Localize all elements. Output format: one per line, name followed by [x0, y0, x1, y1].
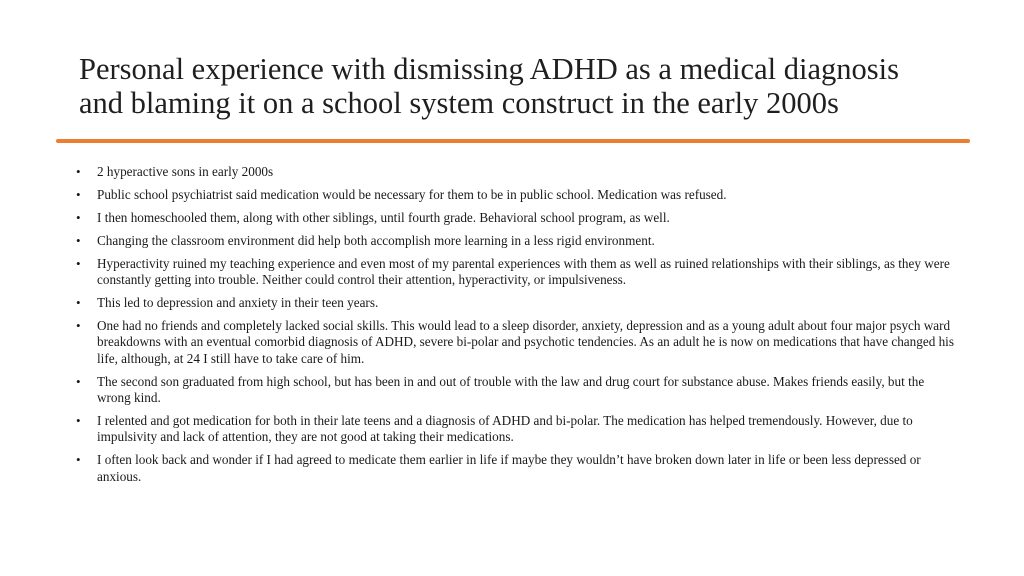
bullet-item — [76, 233, 956, 249]
bullet-text: I relented and got medication for both in their late teens and a diagnosis of ADHD and bi-polar. The medication has helped tremendously. However, due to impulsivity and lack of attention, they are not good at taking their medications. — [97, 412, 913, 445]
bullet-icon: • — [76, 317, 81, 333]
bullet-text: I then homeschooled them, along with other siblings, until fourth grade. Behavioral school program, as well. — [97, 209, 670, 225]
bullet-item — [76, 295, 956, 311]
bullet-text: I often look back and wonder if I had agreed to medicate them earlier in life if maybe they wouldn’t have broken down later in life or been less depressed or anxious. — [97, 452, 921, 484]
bullet-item — [76, 413, 956, 446]
bullet-item — [76, 374, 956, 407]
bullet-text: This led to depression and anxiety in their teen years. — [97, 294, 379, 310]
title-line-2: and blaming it on a school system construct in the early 2000s — [79, 86, 839, 120]
bullet-icon: • — [76, 412, 81, 428]
bullet-list — [76, 164, 956, 492]
bullet-item — [76, 187, 956, 203]
slide-title — [79, 52, 979, 120]
bullet-icon: • — [76, 255, 81, 271]
bullet-icon: • — [76, 209, 81, 225]
bullet-text: The second son graduated from high school, but has been in and out of trouble with the law and drug court for substance abuse. Makes friends easily, but the wrong kind. — [97, 373, 925, 405]
bullet-text: 2 hyperactive sons in early 2000s — [97, 164, 274, 179]
title-divider — [56, 139, 970, 143]
bullet-icon: • — [76, 186, 81, 202]
bullet-item — [76, 164, 956, 180]
bullet-icon: • — [76, 164, 81, 179]
bullet-item — [76, 210, 956, 226]
title-line-1: Personal experience with dismissing ADHD as a medical diagnosis — [79, 52, 899, 86]
bullet-item — [76, 452, 956, 485]
bullet-icon: • — [76, 452, 81, 468]
bullet-text: One had no friends and completely lacked social skills. This would lead to a sleep disorder, anxiety, depression and as a young adult about four major psych ward breakdowns with an eventual comorbid diagnosis of ADHD, severe bi-polar and psychotic tendencies. As an adult he is now on medications that have changed his life, although, at 24 I still have to take care of him. — [97, 317, 954, 366]
bullet-icon: • — [76, 232, 81, 248]
bullet-text: Hyperactivity ruined my teaching experience and even most of my parental experiences with them as well as ruined relationships with their siblings, as they were constantly getting into trouble. Neither could control their attention, hyperactivity, or impulsiveness. — [97, 255, 950, 288]
bullet-item — [76, 318, 956, 367]
bullet-icon: • — [76, 294, 81, 310]
bullet-text: Changing the classroom environment did help both accomplish more learning in a less rigid environment. — [97, 232, 655, 248]
bullet-text: Public school psychiatrist said medication would be necessary for them to be in public school. Medication was refused. — [97, 186, 727, 202]
bullet-item — [76, 256, 956, 289]
bullet-icon: • — [76, 373, 81, 389]
